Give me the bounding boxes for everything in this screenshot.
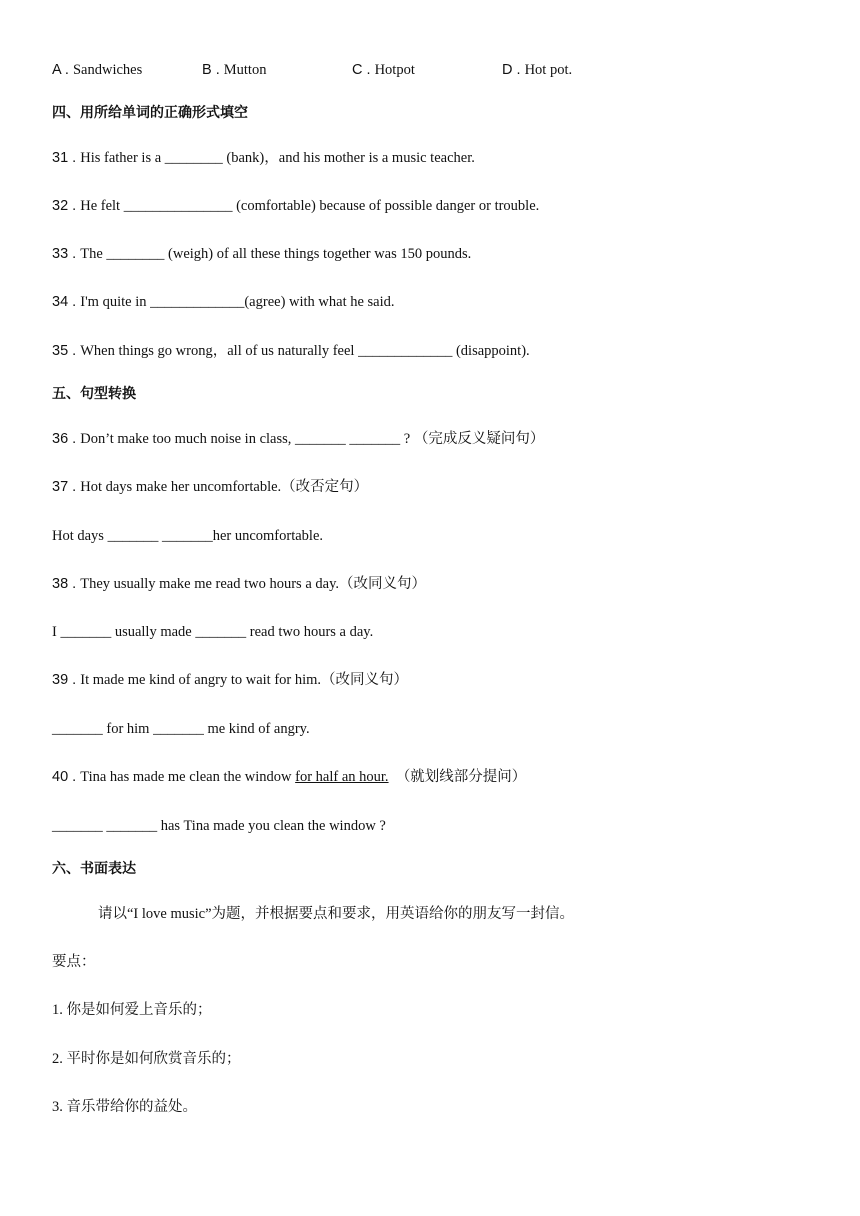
section-heading: 五、句型转换 [52, 386, 136, 402]
question-text: It made me kind of angry to wait for him.（改同义句） [80, 672, 409, 688]
option-text: Hot pot. [524, 62, 573, 78]
question-text: The ________ (weigh) of all these things together was 150 pounds. [80, 246, 472, 262]
question-text: When things go wrong，all of us naturally feel _____________ (disappoint). [80, 343, 530, 359]
question-37: 37 . Hot days make her uncomfortable.（改否定句） [52, 479, 369, 495]
section-heading: 六、书面表达 [52, 861, 136, 877]
option-letter: B [202, 62, 212, 78]
option-a: A . Sandwiches [52, 62, 143, 78]
question-text: Don’t make too much noise in class, _______ _______ ? （完成反义疑问句） [80, 431, 545, 447]
question-text: He felt _______________ (comfortable) because of possible danger or trouble. [80, 198, 540, 214]
writing-prompt: 请以“I love music”为题，并根据要点和要求，用英语给你的朋友写一封信。 [98, 906, 575, 922]
question-number: 33 [52, 246, 69, 262]
question-text: I'm quite in _____________(agree) with what he said. [80, 294, 395, 310]
question-32: 32 . He felt _______________ (comfortable) because of possible danger or trouble. [52, 198, 540, 214]
answer-line-37: Hot days _______ _______her uncomfortable. [52, 528, 324, 544]
question-31: 31 . His father is a ________ (bank)，and his mother is a music teacher. [52, 150, 475, 166]
answer-line-38: I _______ usually made _______ read two hours a day. [52, 624, 374, 640]
point-item: 3. 音乐带给你的益处。 [52, 1099, 197, 1115]
question-number: 31 [52, 150, 69, 166]
option-letter: D [502, 62, 513, 78]
question-text: Tina has made me clean the window [80, 769, 296, 785]
question-text: His father is a ________ (bank)，and his mother is a music teacher. [80, 150, 475, 166]
option-c: C . Hotpot [352, 62, 415, 78]
question-number: 40 [52, 769, 69, 785]
question-number: 32 [52, 198, 69, 214]
question-instruction: （就划线部分提问） [395, 769, 527, 785]
underlined-phrase: for half an hour. [295, 769, 389, 785]
answer-line-40: _______ _______ has Tina made you clean the window ? [52, 818, 386, 834]
question-33: 33 . The ________ (weigh) of all these things together was 150 pounds. [52, 246, 472, 262]
question-34: 34 . I'm quite in _____________(agree) with what he said. [52, 294, 395, 310]
option-letter: C [352, 62, 363, 78]
question-number: 35 [52, 343, 69, 359]
option-d: D . Hot pot. [502, 62, 573, 78]
points-label: 要点： [52, 954, 96, 970]
question-number: 36 [52, 431, 69, 447]
option-text: Hotpot [374, 62, 415, 78]
question-38: 38 . They usually make me read two hours a day.（改同义句） [52, 576, 427, 592]
answer-line-39: _______ for him _______ me kind of angry. [52, 721, 310, 737]
option-text: Mutton [223, 62, 267, 78]
question-35: 35 . When things go wrong，all of us naturally feel _____________ (disappoint). [52, 343, 530, 359]
point-item: 1. 你是如何爱上音乐的； [52, 1002, 212, 1018]
point-item: 2. 平时你是如何欣赏音乐的； [52, 1051, 241, 1067]
section-heading: 四、用所给单词的正确形式填空 [52, 105, 248, 121]
question-39: 39 . It made me kind of angry to wait for him.（改同义句） [52, 672, 409, 688]
question-number: 38 [52, 576, 69, 592]
question-text: They usually make me read two hours a day.（改同义句） [80, 576, 427, 592]
question-number: 34 [52, 294, 69, 310]
option-b: B . Mutton [202, 62, 267, 78]
question-text: Hot days make her uncomfortable.（改否定句） [80, 479, 369, 495]
question-number: 39 [52, 672, 69, 688]
question-40: 40 . Tina has made me clean the window for half an hour. （就划线部分提问） [52, 769, 527, 785]
option-letter: A [52, 62, 61, 78]
option-text: Sandwiches [72, 62, 143, 78]
question-number: 37 [52, 479, 69, 495]
question-36: 36 . Don’t make too much noise in class, _______ _______ ? （完成反义疑问句） [52, 431, 545, 447]
